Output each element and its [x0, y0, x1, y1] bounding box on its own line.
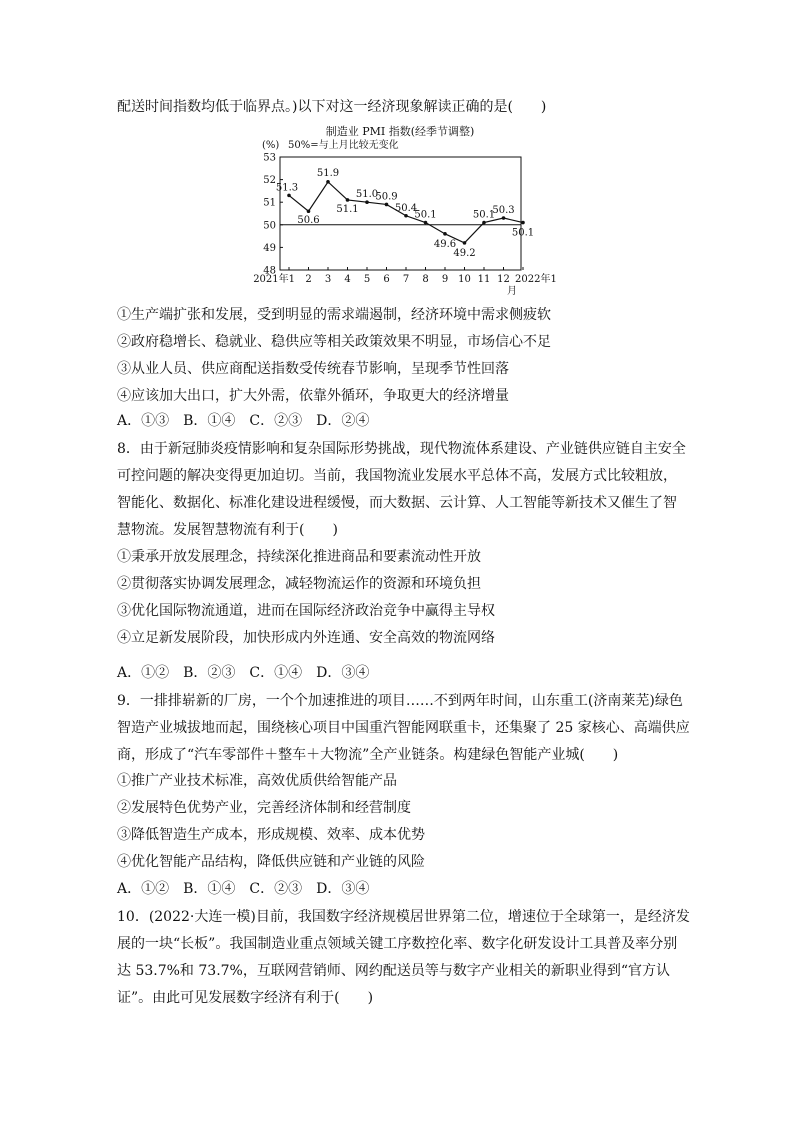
q10-stem-line: 10．(2022·大连一模)目前，我国数字经济规模居世界第二位，增速位于全球第一，是经济发: [117, 909, 690, 925]
y-tick-label: 53: [263, 152, 276, 164]
x-tick-label: 3: [324, 274, 332, 285]
x-tick-label: 9: [441, 274, 449, 285]
data-point: [443, 232, 447, 236]
x-tick-label: 6: [383, 274, 390, 285]
y-axis-unit: (%): [262, 140, 280, 151]
x-tick-label: 5: [363, 274, 371, 285]
x-tick-label: 4: [344, 274, 351, 285]
q10-stem-line: 达 53.7%和 73.7%，互联网营销师、网约配送员等与数字产业相关的新职业得到“官方认: [117, 963, 671, 979]
q9-option: ③降低智造生产成本，形成规模、效率、成本优势: [117, 827, 425, 843]
data-label: 49.6: [433, 238, 457, 250]
q7-option: ②政府稳增长、稳就业、稳供应等相关政策效果不明显，市场信心不足: [117, 334, 551, 350]
x-tick-label: 7: [402, 274, 410, 285]
q7-option: ④应该加大出口，扩大外需，依靠外循环，争取更大的经济增量: [117, 388, 509, 404]
data-label: 51.3: [275, 182, 299, 194]
data-label: 50.6: [297, 215, 320, 227]
data-point: [307, 209, 311, 213]
data-label: 50.1: [414, 209, 437, 221]
data-point: [463, 241, 467, 245]
data-point: [404, 214, 408, 218]
x-tick-label: 2022年1: [515, 274, 557, 285]
y-tick-label: 51: [263, 197, 276, 209]
q7-option: ③从业人员、供应商配送指数受传统春节影响，呈现季节性回落: [117, 361, 509, 377]
data-point: [424, 221, 428, 225]
pmi-line-chart: [240, 124, 560, 296]
data-label: 51.1: [336, 203, 359, 215]
y-tick-label: 49: [263, 242, 276, 254]
y-tick-label: 48: [263, 265, 276, 277]
q8-stem-line: 智能化、数据化、标准化建设进程缓慢，而大数据、云计算、人工智能等新技术又催生了智: [117, 495, 677, 511]
x-axis-unit: 月: [507, 286, 517, 296]
x-tick-label: 11: [477, 274, 491, 285]
data-label: 49.2: [453, 247, 476, 259]
data-point: [365, 200, 369, 204]
x-tick-label: 12: [497, 274, 510, 285]
q8-stem-line: 8．由于新冠肺炎疫情影响和复杂国际形势挑战，现代物流体系建设、产业链供应链自主安全: [117, 441, 686, 457]
data-label: 50.4: [394, 202, 418, 214]
x-tick-label: 2: [305, 274, 312, 285]
data-point: [346, 198, 350, 202]
x-tick-label: 8: [422, 274, 429, 285]
q9-stem-line: 智造产业城拔地而起，围绕核心项目中国重汽智能网联重卡，还集聚了 25 家核心、高端供应: [117, 720, 690, 736]
y-tick-label: 50: [263, 220, 276, 232]
q8-answer-choices: A．①② B．②③ C．①④ D．③④: [117, 665, 370, 681]
data-point: [482, 221, 486, 225]
data-point: [521, 221, 525, 225]
data-label: 50.1: [472, 209, 496, 221]
intro-line: 配送时间指数均低于临界点。)以下对这一经济现象解读正确的是( ): [117, 99, 547, 115]
q9-answer-choices: A．①② B．①④ C．②③ D．③④: [117, 881, 370, 897]
data-label: 50.9: [375, 191, 398, 203]
q9-option: ②发展特色优势产业，完善经济体制和经营制度: [117, 800, 411, 816]
q10-stem-line: 展的一块“长板”。我国制造业重点领域关键工序数控化率、数字化研发设计工具普及率分别: [117, 936, 678, 952]
q8-option: ③优化国际物流通道，进而在国际经济政治竞争中赢得主导权: [117, 603, 495, 619]
data-label: 50.3: [492, 205, 515, 217]
data-point: [502, 216, 506, 220]
data-point: [287, 194, 291, 198]
y-tick-label: 52: [263, 175, 276, 187]
data-label: 51.9: [316, 167, 340, 179]
chart-subtitle: 50%=与上月比较无变化: [288, 140, 399, 151]
q10-stem-line: 证”。由此可见发展数字经济有利于( ): [117, 990, 374, 1006]
q8-option: ②贯彻落实协调发展理念，减轻物流运作的资源和环境负担: [117, 576, 481, 592]
q8-stem-line: 慧物流。发展智慧物流有利于( ): [117, 522, 338, 538]
data-label: 50.1: [511, 227, 535, 239]
x-tick-label: 2021年1: [253, 274, 295, 285]
x-tick-label: 10: [458, 274, 471, 285]
chart-title: 制造业 PMI 指数(经季节调整): [325, 125, 475, 138]
q9-option: ④优化智能产品结构，降低供应链和产业链的风险: [117, 854, 425, 870]
q7-answer-choices: A．①③ B．①④ C．②③ D．②④: [117, 413, 370, 429]
q7-option: ①生产端扩张和发展，受到明显的需求端遏制，经济环境中需求侧疲软: [117, 307, 551, 323]
data-label: 51.0: [355, 189, 379, 201]
q8-option: ①秉承开放发展理念，持续深化推进商品和要素流动性开放: [117, 549, 481, 565]
q9-option: ①推广产业技术标准，高效优质供给智能产品: [117, 773, 397, 789]
data-point: [385, 203, 389, 207]
data-point: [326, 180, 330, 184]
q9-stem-line: 9．一排排崭新的厂房，一个个加速推进的项目……不到两年时间，山东重工(济南莱芜)绿色: [117, 693, 683, 709]
q9-stem-line: 商，形成了“汽车零部件＋整车＋大物流”全产业链条。构建绿色智能产业城( ): [117, 747, 619, 763]
q8-stem-line: 可控问题的解决变得更加迫切。当前，我国物流业发展水平总体不高，发展方式比较粗放，: [117, 468, 677, 484]
q8-option: ④立足新发展阶段，加快形成内外连通、安全高效的物流网络: [117, 630, 495, 646]
